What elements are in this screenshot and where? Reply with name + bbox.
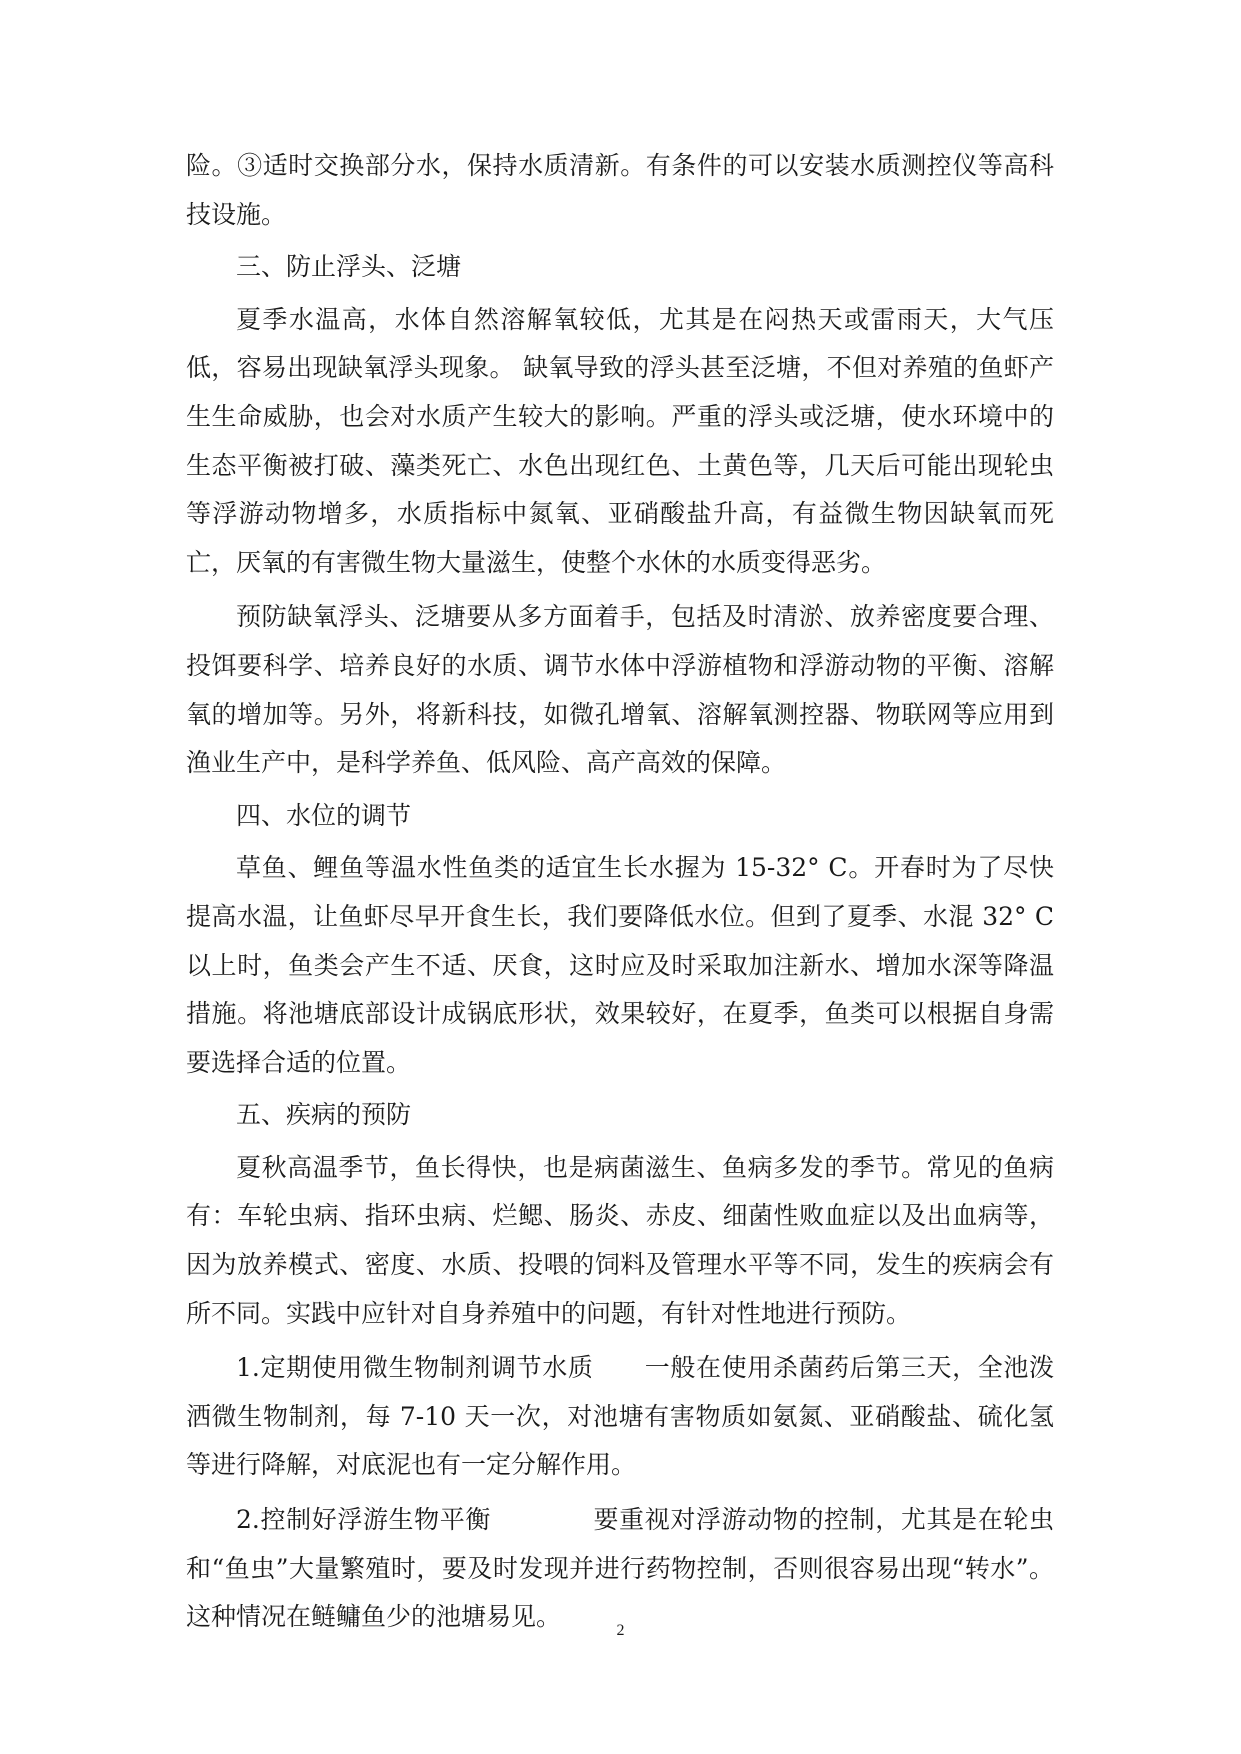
section-heading-5: 五、疾病的预防 xyxy=(236,1100,412,1130)
list-item-plankton-balance: 2.控制好浮游生物平衡 要重视对浮游动物的控制，尤其是在轮虫和“鱼虫”大量繁殖时，要及时发现并进行药物控制，否则很容易出现“转水”。这种情况在鲢鳙鱼少的池塘易见。 xyxy=(186,1505,1054,1632)
list-item-microbial-agent: 1.定期使用微生物制剂调节水质 一般在使用杀菌药后第三天，全池泼洒微生物制剂，每 7-10 天一次，对池塘有害物质如氨氮、亚硝酸盐、硫化氢等进行降解，对底泥也有一定分解作用。 xyxy=(186,1353,1054,1480)
paragraph-continuation: 险。③适时交换部分水，保持水质清新。有条件的可以安装水质测控仪等高科技设施。 xyxy=(186,151,1054,229)
document-body xyxy=(186,142,1054,1642)
section-heading-4: 四、水位的调节 xyxy=(236,800,412,830)
paragraph-water-level: 草鱼、鲤鱼等温水性鱼类的适宜生长水握为 15-32° C。开春时为了尽快提高水温，让鱼虾尽早开食生长，我们要降低水位。但到了夏季、水混 32° C以上时，鱼类会产生不适、厌食，这时应及时采取加注新水、增加水深等降温措施。将池塘底部设计成锅底形状，效果较好，在夏季，鱼类可以根据自身需要选择合适的位置。 xyxy=(186,853,1054,1077)
page-number: 2 xyxy=(616,1622,625,1639)
paragraph-disease: 夏秋高温季节，鱼长得快，也是病菌滋生、鱼病多发的季节。常见的鱼病有：车轮虫病、指环虫病、烂鳃、肠炎、赤皮、细菌性败血症以及出血病等，因为放养模式、密度、水质、投喂的饲料及管理水平等不同，发生的疾病会有所不同。实践中应针对自身养殖中的问题，有针对性地进行预防。 xyxy=(186,1152,1054,1328)
section-heading-3: 三、防止浮头、泛塘 xyxy=(236,252,462,282)
paragraph-hypoxia: 夏季水温高，水体自然溶解氧较低，尤其是在闷热天或雷雨天，大气压低，容易出现缺氧浮头现象。 缺氧导致的浮头甚至泛塘，不但对养殖的鱼虾产生生命威胁，也会对水质产生较大的影响。严重的浮头或泛塘，使水环境中的生态平衡被打破、藻类死亡、水色出现红色、土黄色等，几天后可能出现轮虫等浮游动物增多，水质指标中氮氧、亚硝酸盐升高，有益微生物因缺氧而死亡，厌氧的有害微生物大量滋生，使整个水休的水质变得恶劣。 xyxy=(186,304,1054,577)
paragraph-prevention: 预防缺氧浮头、泛塘要从多方面着手，包括及时清淤、放养密度要合理、投饵要科学、培养良好的水质、调节水体中浮游植物和浮游动物的平衡、溶解氧的增加等。另外，将新科技，如微孔增氧、溶解氧测控器、物联网等应用到渔业生产中，是科学养鱼、低风险、高产高效的保障。 xyxy=(186,602,1054,778)
